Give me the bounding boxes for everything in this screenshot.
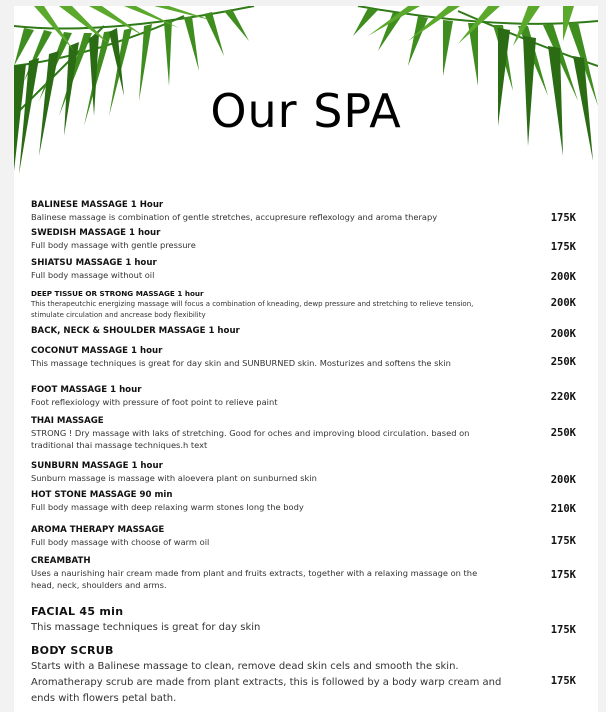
menu-item	[31, 288, 591, 321]
menu-item-name: AROMA THERAPY MASSAGE	[31, 525, 165, 535]
menu-item	[31, 346, 591, 369]
menu-item	[31, 525, 591, 548]
menu-item-description: STRONG ! Dry massage with laks of stretching. Good for oches and improving blood circulation. based on traditional thai massage techniques.h text	[31, 428, 470, 450]
menu-item	[31, 200, 591, 223]
menu-item-description: This massage techniques is great for day skin and SUNBURNED skin. Mosturizes and softens the skin	[31, 358, 451, 368]
menu-item-price: 200K	[550, 328, 576, 340]
page-title: Our SPA	[210, 84, 402, 138]
menu-item-price: 175K	[550, 535, 576, 547]
menu-item-name: CREAMBATH	[31, 556, 91, 566]
menu-item-name: THAI MASSAGE	[31, 416, 104, 426]
menu-item-price: 250K	[550, 427, 576, 439]
menu-item-name: SHIATSU MASSAGE 1 hour	[31, 258, 157, 268]
menu-item-description: Full body massage with deep relaxing warm stones long the body	[31, 502, 304, 512]
menu-item-name: DEEP TISSUE OR STRONG MASSAGE 1 hour	[31, 289, 204, 298]
menu-item	[31, 326, 591, 340]
menu-item-price: 175K	[550, 569, 576, 581]
menu-item-name: FACIAL 45 min	[31, 605, 124, 618]
menu-item-name: FOOT MASSAGE 1 hour	[31, 385, 142, 395]
menu-item-name: SWEDISH MASSAGE 1 hour	[31, 228, 161, 238]
menu-item-price: 175K	[550, 241, 576, 253]
menu-item-description: This therapeutchic energizing massage will focus a combination of kneading, dewp pressure and stretching to relieve tension, stimulate circulation and ancrease body flexibility	[31, 300, 474, 319]
menu-item-description: Sunburn massage is massage with aloevera plant on sunburned skin	[31, 473, 317, 483]
menu-item-price: 220K	[550, 391, 576, 403]
menu-item	[31, 643, 591, 707]
menu-item-price: 200K	[550, 297, 576, 309]
menu-item-name: BACK, NECK & SHOULDER MASSAGE 1 hour	[31, 326, 240, 336]
menu-page	[14, 6, 598, 712]
menu-item-price: 250K	[550, 356, 576, 368]
menu-item	[31, 556, 591, 591]
menu-item-name: BALINESE MASSAGE 1 Hour	[31, 200, 164, 210]
menu-item-price: 175K	[550, 675, 576, 687]
menu-item-price: 175K	[550, 212, 576, 224]
menu-item	[31, 416, 591, 451]
menu-item	[31, 385, 591, 408]
menu-item	[31, 490, 591, 513]
menu-item-name: SUNBURN MASSAGE 1 hour	[31, 461, 163, 471]
menu-item	[31, 258, 591, 281]
menu-item-price: 200K	[550, 271, 576, 283]
menu-item	[31, 604, 591, 636]
menu-item-description: Full body massage with gentle pressure	[31, 240, 196, 250]
menu-item-description: Balinese massage is combination of gentle stretches, accupresure reflexology and aroma therapy	[31, 212, 438, 222]
menu-item-price: 210K	[550, 503, 576, 515]
menu-item-description: Full body massage with choose of warm oil	[31, 537, 210, 547]
menu-item-description: Full body massage without oil	[31, 270, 155, 280]
menu-item	[31, 461, 591, 484]
menu-item-price: 175K	[550, 624, 576, 636]
menu-item-description: This massage techniques is great for day skin	[31, 622, 261, 633]
menu-item-name: COCONUT MASSAGE 1 hour	[31, 346, 163, 356]
menu-item-name: BODY SCRUB	[31, 644, 114, 657]
menu-item-name: HOT STONE MASSAGE 90 min	[31, 490, 173, 500]
menu-item	[31, 228, 591, 251]
menu-item-description: Starts with a Balinese massage to clean, remove dead skin cels and smooth the skin. Aromatherapy scrub are made from plant extracts, this is followed by a body warp cream and ends with flowers petal bath.	[31, 661, 502, 704]
menu-item-price: 200K	[550, 474, 576, 486]
menu-item-description: Uses a naurishing hair cream made from plant and fruits extracts, together with a relaxing massage on the head, neck, shoulders and arms.	[31, 568, 478, 590]
menu-item-description: Foot reflexiology with pressure of foot point to relieve paint	[31, 397, 278, 407]
